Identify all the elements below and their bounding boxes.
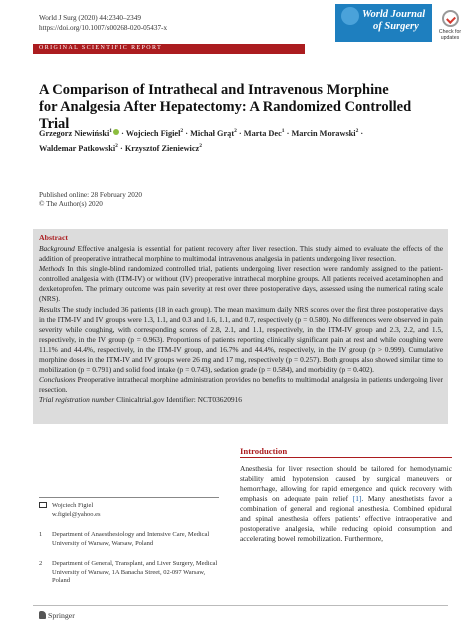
journal-header xyxy=(39,13,167,33)
published-date: Published online: 28 February 2020 xyxy=(39,191,143,199)
logo-line-1: World Journal xyxy=(362,9,426,20)
title-line-2: for Analgesia After Hepatectomy: A Randomized Controlled Trial xyxy=(39,99,412,132)
affiliation-1 xyxy=(39,531,219,549)
author-line-2: Waldemar Patkowski$^2$ · Krzysztof Zieniewicz$^2$ xyxy=(39,142,202,153)
author-name[interactable]: Marta Dec xyxy=(243,128,282,138)
introduction-rule xyxy=(240,457,452,458)
affiliation-mark: 1 xyxy=(39,531,43,538)
publisher-name: Springer xyxy=(48,611,75,620)
background-text: Effective analgesia is essential for patient recovery after liver resection. This study aimed to evaluate the effects of the addition of preoperative intrathecal morphine to multimodal intravenous analgesia in patients undergoing liver resection. xyxy=(39,244,443,264)
abstract-conclusions xyxy=(39,375,443,395)
affiliation-text: Department of General, Transplant, and Liver Surgery, Medical University of Warsaw, 1A Banacha Street, 02-097 Warsaw, Poland xyxy=(52,560,218,585)
doi-link[interactable]: https://doi.org/10.1007/s00268-020-05437-x xyxy=(39,24,168,32)
results-text: The study included 36 patients (18 in each group). The mean maximum daily NRS scores over the first three postoperative days in the ITM-IV and IV groups were 1.3, 1.1, and 0.3 and 1.6, 1.1, and 0.7, respectively (p = 0.580). No differences were observed in pain severity while coughing, with corresponding scores of 2.8, 2.1, and 1.1, respectively, in the ITM-IV group and 2.3, 2.2, and 1.5, respectively, in the IV group (p = 0.963). Proportions of patients reporting clinically significant pain at rest and while coughing were 11.1% and 44.4%, respectively, in the ITM-IV group, and 16.7% and 44.4%, respectively, in the IV group (p > 0.999). Cumulative morphine doses in the ITM-IV and IV groups were 26 mg and 17 mg, respectively (p = 0.257). Both groups also showed similar time to mobilization (p = 0.791) and solid food intake (p = 0.743), sedation grade (p = 0.584), and morbidity (p = 0.402). xyxy=(39,304,443,375)
author-name[interactable]: Marcin Morawski xyxy=(291,128,356,138)
check-updates-icon xyxy=(442,10,459,27)
title-line-1: A Comparison of Intrathecal and Intravenous Morphine xyxy=(39,82,389,98)
copyright-line: © The Author(s) 2020 xyxy=(39,200,103,208)
affiliation-text: Department of Anaesthesiology and Intensive Care, Medical University of Warsaw, Warsaw, Poland xyxy=(52,531,210,547)
author-name[interactable]: Waldemar Patkowski xyxy=(39,143,116,153)
conclusions-label: Conclusions xyxy=(39,375,76,385)
publication-info xyxy=(39,191,142,209)
check-updates-line-1: Check for xyxy=(438,29,462,35)
article-type-label: ORIGINAL SCIENTIFIC REPORT xyxy=(39,45,163,51)
trial-label: Trial registration number xyxy=(39,395,115,405)
check-updates-line-2: updates xyxy=(440,35,460,41)
abstract-trial-registration xyxy=(39,395,443,405)
author-name[interactable]: Grzegorz Niewiński xyxy=(39,128,110,138)
author-affiliation-mark: 2 xyxy=(180,128,184,134)
results-label: Results xyxy=(39,304,61,314)
orcid-icon[interactable] xyxy=(113,129,119,135)
globe-icon xyxy=(341,7,359,25)
author-name[interactable]: Michał Grąt xyxy=(190,128,235,138)
introduction-text xyxy=(240,464,452,544)
trial-text[interactable]: Clinicaltrial.gov Identifier: NCT03620916 xyxy=(116,395,242,405)
footnote-rule xyxy=(39,497,219,498)
article-type-band xyxy=(33,44,305,54)
intro-text-start: Anesthesia for liver resection should be tailored for hemodynamic stability amid hypotension caused by surgical maneuvers or hemorrhage, allowing for rapid emergence and quick recovery with emphasis on adequate pain relief xyxy=(240,464,452,503)
author-name[interactable]: Krzysztof Zieniewicz xyxy=(124,143,200,153)
methods-label: Methods xyxy=(39,264,65,274)
bottom-rule xyxy=(33,605,448,606)
email-icon xyxy=(39,502,47,512)
author-name[interactable]: Wojciech Figiel xyxy=(125,128,181,138)
affiliation-mark: 2 xyxy=(39,560,43,567)
abstract-results xyxy=(39,305,443,376)
affiliation-2 xyxy=(39,560,219,586)
logo-line-2: of Surgery xyxy=(373,21,419,32)
abstract-methods xyxy=(39,264,443,304)
journal-citation: World J Surg (2020) 44:2340–2349 xyxy=(39,14,141,22)
abstract-label: Abstract xyxy=(39,233,69,242)
author-affiliation-mark: 2 xyxy=(199,142,202,149)
abstract-body xyxy=(39,244,443,406)
introduction-heading: Introduction xyxy=(240,446,288,456)
author-affiliation-mark: 2 xyxy=(355,128,359,134)
author-affiliation-mark: 1 xyxy=(281,128,285,134)
author-affiliation-mark: 2 xyxy=(234,128,237,134)
conclusions-text: Preoperative intrathecal morphine administration provides no benefits to multimodal analgesia in patients undergoing liver resection. xyxy=(39,375,443,395)
journal-logo xyxy=(335,4,432,42)
author-list xyxy=(39,125,439,155)
publisher-logo xyxy=(39,611,75,620)
author-affiliation-mark: 1 xyxy=(109,128,113,134)
reference-link[interactable]: [1] xyxy=(352,494,362,503)
corresponding-name: Wojciech Figiel xyxy=(52,502,94,509)
background-label: Background xyxy=(39,244,75,253)
corresponding-author xyxy=(39,502,219,520)
methods-text: In this single-blind randomized controlled trial, patients undergoing liver resection were randomly assigned to the patient-controlled analgesia with (ITM-IV) or without (IV) preoperative intrathecal morphine groups. All patients received acetaminophen and dexketoprofen. The primary outcome was pain severity at rest over three postoperative days, assessed using the numerical rating scale (NRS). xyxy=(39,264,443,304)
check-for-updates-badge[interactable] xyxy=(436,10,464,48)
author-affiliation-mark: 2 xyxy=(115,142,118,149)
corresponding-email[interactable]: w.figiel@yahoo.es xyxy=(52,510,101,518)
abstract-background xyxy=(39,244,443,264)
intro-text-end: . Many anesthetists favor a combination of general and regional anesthesia. Combined epidural and spinal anesthesia offers patients’ effective intraoperative and postoperative analgesia, while reducing opioid consumption and accelerating bowel remobilization. Furthermore, xyxy=(240,494,452,543)
author-line-1: Grzegorz Niewiński$^1$ · Wojciech Figiel$^2$ · Michał Grąt$^2$ · Marta Dec$^1$ · Marcin Morawski$^2$ · xyxy=(39,128,364,138)
abstract-box xyxy=(33,229,448,424)
springer-horse-icon xyxy=(39,611,46,619)
